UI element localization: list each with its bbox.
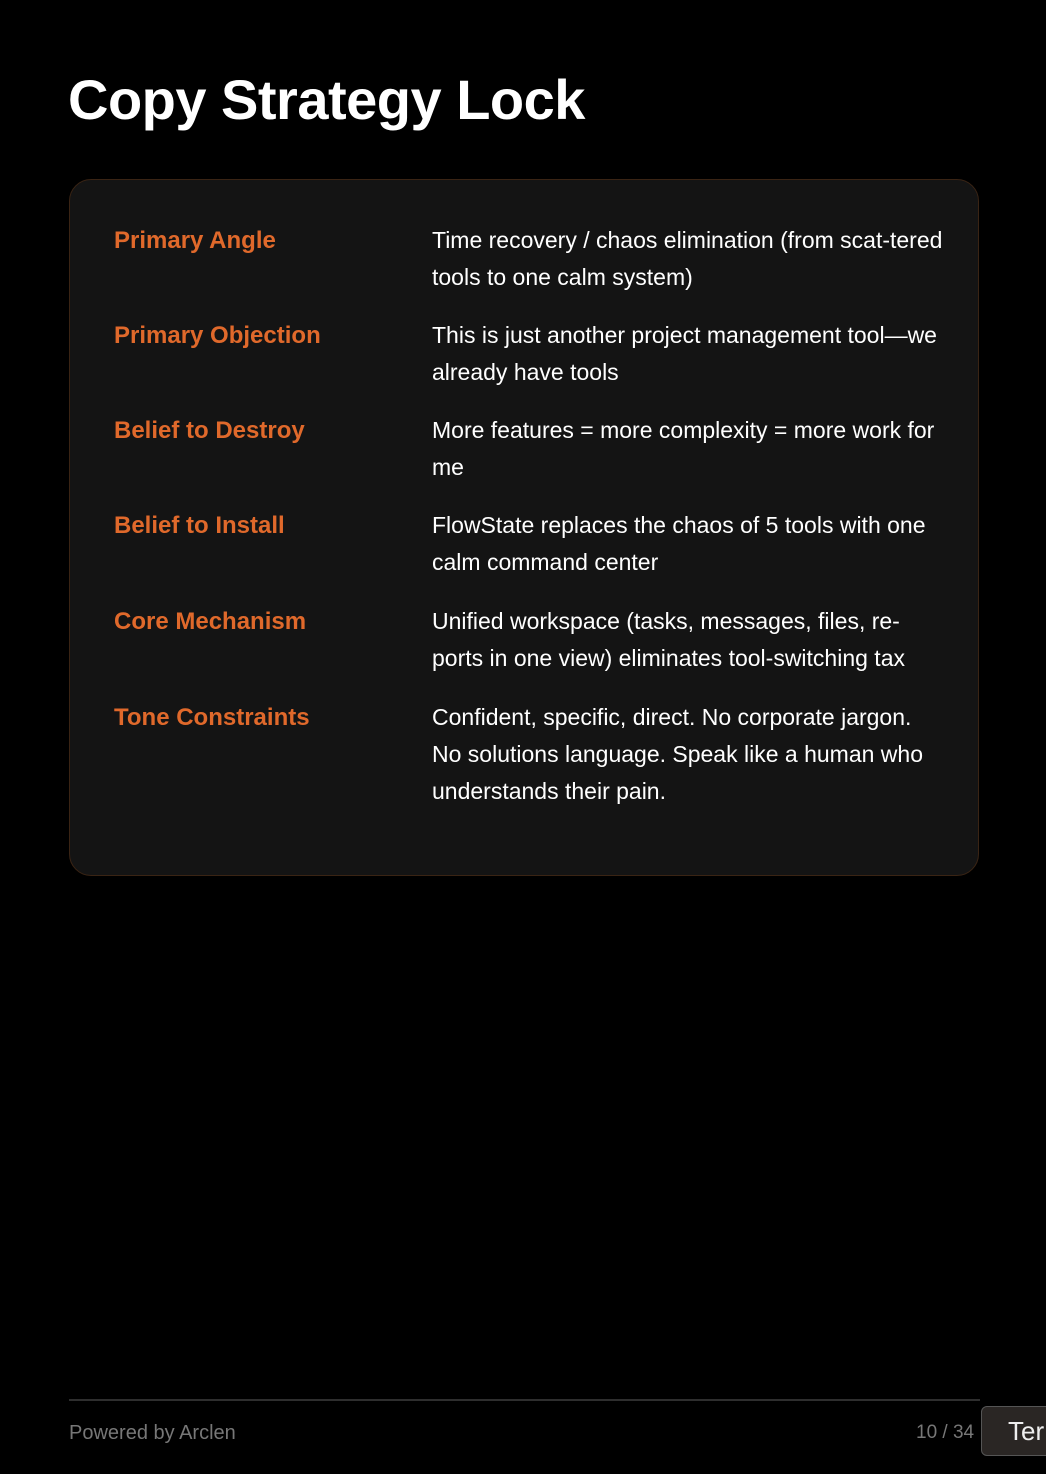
row-value: This is just another project management tool—we already have tools [432,322,937,385]
row-value: Unified workspace (tasks, messages, files, re-ports in one view) eliminates tool-switching tax [432,608,905,671]
row-label: Core Mechanism [114,608,307,635]
row-value: Confident, specific, direct. No corporate jargon. No solutions language. Speak like a human who understands their pain. [432,704,923,804]
row-value: FlowState replaces the chaos of 5 tools with one calm command center [432,512,926,575]
footer-divider [69,1399,980,1401]
row-label: Tone Constraints [114,704,310,731]
strategy-card [69,179,979,876]
row-label: Primary Objection [114,322,321,349]
page-title: Copy Strategy Lock [68,68,585,131]
row-value: More features = more complexity = more work for me [432,417,935,480]
row-label: Belief to Install [114,512,285,539]
row-label: Primary Angle [114,227,276,254]
powered-by-label: Powered by Arclen [69,1422,236,1444]
page-indicator: 10 / 34 [916,1422,975,1443]
row-label: Belief to Destroy [114,417,305,444]
footer-button[interactable]: Ter [981,1406,1046,1456]
row-value: Time recovery / chaos elimination (from scat-tered tools to one calm system) [432,227,943,290]
